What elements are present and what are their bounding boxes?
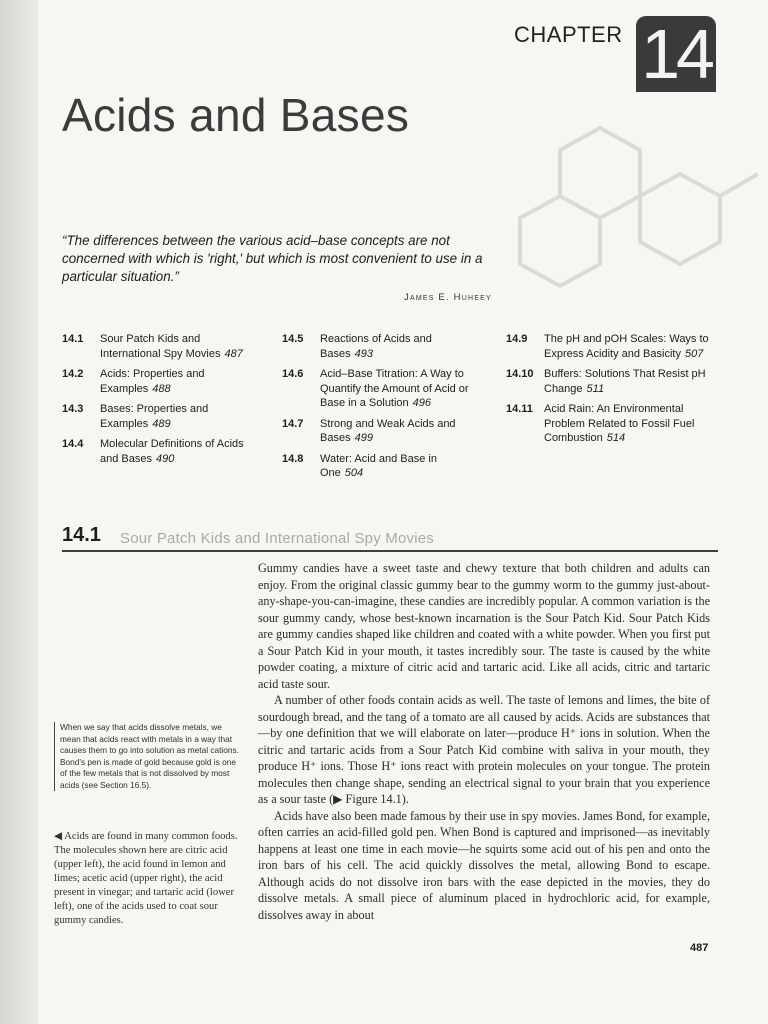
figure-caption: ◀ Acids are found in many common foods. The molecules shown here are citric acid (upper left), the acid found in lemon and limes; acetic acid (upper right), the acid present in vinegar; and tartaric acid (lower left), one of the acids used to coat sour gummy candies.	[54, 831, 238, 926]
toc-entry-title: Reactions of Acids and Bases	[320, 333, 432, 360]
toc-column-1	[62, 332, 262, 472]
toc-entry-number: 14.3	[62, 403, 84, 415]
hexagon-molecule-decoration	[500, 110, 768, 310]
toc-entry-page: 504	[344, 467, 364, 479]
epigraph-author: James E. Huheey	[404, 292, 492, 303]
toc-entry-page: 514	[606, 432, 626, 444]
toc-entry-title: Acids: Properties and Examples	[100, 368, 205, 395]
section-heading	[62, 524, 718, 554]
toc-entry-page: 489	[152, 417, 171, 430]
section-number: 14.1	[62, 524, 101, 546]
toc-entry-title: Molecular Definitions of Acids and Bases	[100, 438, 244, 465]
body-paragraph: A number of other foods contain acids as well. The taste of lemons and limes, the bite of sourdough bread, and the tang of a tomato are all caused by acids. Acids are substances that—by one definition that we will elaborate on later—produce H⁺ ions in solution. When the citric and tartaric acids from a Sour Patch Kid combine with saliva in your mouth, they produce H⁺ ions. Those H⁺ ions react with protein molecules on your tongue. The protein molecules then change shape, sending an electrical signal to your brain that you experience as a sour taste (▶ Figure 14.1).	[258, 693, 710, 806]
page-gutter-shadow	[0, 0, 40, 1024]
body-paragraph: Gummy candies have a sweet taste and chewy texture that both children and adults can enjoy. From the original classic gummy bear to the gummy worm to the gummy just-about-any-shape-you-can-imagine, these candies are incredibly popular. A common variation is the sour gummy candy, whose best-known incarnation is the Sour Patch Kid. Sour Patch Kids are gummy candies shaped like children and coated with a white powder. When you first put a Sour Patch Kid in your mouth, it tastes incredibly sour. The taste is caused by the white powder coating, a mixture of citric acid and tartaric acid. Like all acids, citric and tartaric acid taste sour.	[258, 561, 710, 691]
toc-entry-page: 499	[354, 432, 373, 444]
toc-entry-page: 490	[155, 452, 175, 465]
toc-entry-title: The pH and pOH Scales: Ways to Express Acidity and Basicity	[544, 333, 709, 360]
epigraph-quote: “The differences between the various acid–base concepts are not concerned with which is 'right,' but which is most convenient to use in a particular situation.”	[62, 233, 483, 284]
toc-entry-title: Acid Rain: An Environmental Problem Related to Fossil Fuel Combustion	[544, 403, 695, 444]
toc-entry-number: 14.2	[62, 368, 84, 380]
toc-entry-page: 511	[586, 382, 605, 395]
toc-entry[interactable]	[506, 402, 712, 446]
toc-entry[interactable]	[282, 452, 482, 481]
body-text	[258, 560, 710, 923]
toc-entry-title: Water: Acid and Base in One	[320, 452, 437, 479]
toc-entry[interactable]	[506, 367, 712, 396]
toc-entry-number: 14.6	[282, 368, 304, 380]
chapter-title: Acids and Bases	[62, 89, 410, 141]
toc-entry-page: 507	[684, 347, 704, 360]
chapter-label: CHAPTER	[514, 22, 623, 47]
section-divider	[62, 550, 718, 552]
toc-entry[interactable]	[282, 367, 482, 411]
body-paragraph: Acids have also been made famous by their use in spy movies. James Bond, for example, often carries an acid-filled gold pen. When Bond is captured and imprisoned—as inevitably happens at least one time in each movie—he squirts some acid out of his pen and onto the iron bars of his cell. The acid quickly dissolves the metal, allowing Bond to escape. Although acids do not dissolve iron bars with the ease depicted in the movies, they do dissolve metals. A small piece of aluminum placed in hydrochloric acid, for example, dissolves away in about	[258, 808, 710, 922]
toc-entry-page: 493	[354, 347, 373, 360]
toc-entry-number: 14.7	[282, 417, 304, 430]
toc-entry[interactable]	[62, 332, 262, 361]
page-number: 487	[690, 942, 709, 954]
toc-entry-number: 14.9	[506, 333, 528, 345]
toc-entry-number: 14.5	[282, 333, 304, 345]
chapter-number-badge: 14	[636, 16, 716, 92]
toc-entry-page: 488	[152, 382, 171, 395]
toc-entry-number: 14.10	[506, 368, 534, 380]
toc-entry[interactable]	[282, 332, 482, 361]
toc-entry[interactable]	[282, 417, 482, 446]
toc-entry[interactable]	[506, 332, 712, 361]
toc-column-3	[506, 332, 712, 452]
toc-entry-title: Bases: Properties and Examples	[100, 403, 209, 430]
toc-column-2	[282, 332, 482, 487]
toc-entry-number: 14.4	[62, 438, 84, 450]
toc-entry-page: 487	[224, 347, 243, 360]
toc-entry-number: 14.1	[62, 333, 84, 345]
section-title: Sour Patch Kids and International Spy Movies	[120, 530, 434, 547]
toc-entry-number: 14.8	[282, 452, 304, 465]
margin-note: When we say that acids dissolve metals, we mean that acids react with metals in a way that causes them to go into solution as metal cations. Bond's pen is made of gold because gold is one of the few metals that is not dissolved by most acids (see Section 16.5).	[54, 722, 242, 791]
toc-entry[interactable]	[62, 367, 262, 396]
toc-entry[interactable]	[62, 402, 262, 431]
toc-entry[interactable]	[62, 437, 262, 466]
toc-entry-title: Acid–Base Titration: A Way to Quantify the Amount of Acid or Base in a Solution	[320, 368, 469, 409]
toc-entry-number: 14.11	[506, 403, 533, 415]
toc-entry-title: Buffers: Solutions That Resist pH Change	[544, 368, 706, 395]
toc-entry-page: 496	[412, 397, 432, 409]
toc-entry-title: Sour Patch Kids and International Spy Movies	[100, 333, 221, 360]
toc-entry-title: Strong and Weak Acids and Bases	[320, 417, 456, 444]
